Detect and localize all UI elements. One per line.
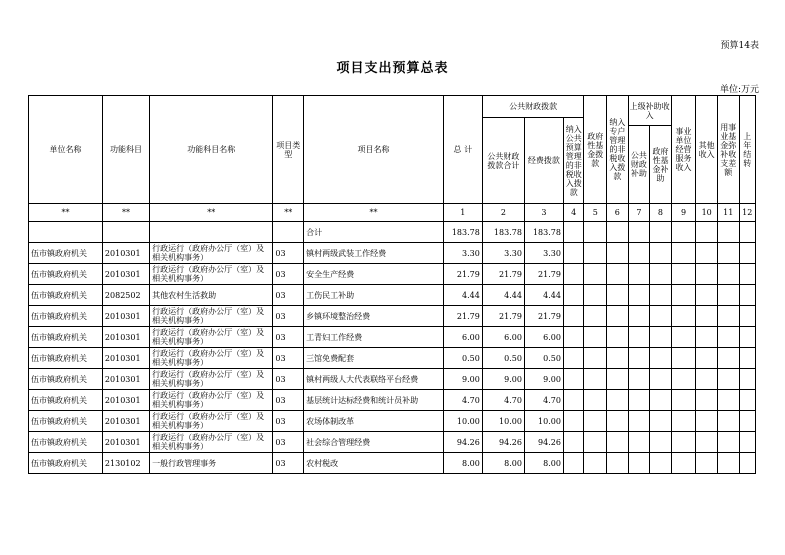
cell-project-type: 03 — [273, 348, 304, 369]
cell-public-total: 3.30 — [482, 243, 524, 264]
cell-empty — [739, 432, 756, 453]
header-total: 总 计 — [443, 96, 482, 204]
total-label: 合计 — [304, 222, 444, 243]
total-row — [29, 222, 756, 243]
cell-empty — [739, 285, 756, 306]
index-star: ** — [304, 204, 444, 222]
index-number: 9 — [671, 204, 696, 222]
cell-empty — [671, 348, 696, 369]
cell-empty — [650, 348, 672, 369]
cell-project-name: 安全生产经费 — [304, 264, 444, 285]
cell-public-total: 8.00 — [482, 453, 524, 474]
header-higher-public: 公共财政补助 — [628, 126, 650, 204]
header-higher-subsidy: 上级补助收入 — [628, 96, 671, 126]
table-row — [29, 327, 756, 348]
cell-empty — [717, 264, 739, 285]
cell-project-name: 工青妇工作经费 — [304, 327, 444, 348]
cell-empty — [671, 306, 696, 327]
cell-empty — [717, 411, 739, 432]
table-row — [29, 453, 756, 474]
cell-total: 4.70 — [443, 390, 482, 411]
index-number: 11 — [717, 204, 739, 222]
cell-public-total: 21.79 — [482, 306, 524, 327]
cell-empty — [696, 306, 718, 327]
total-value: 183.78 — [443, 222, 482, 243]
cell-empty — [607, 306, 629, 327]
cell-empty — [696, 411, 718, 432]
cell-empty — [696, 453, 718, 474]
index-number: 1 — [443, 204, 482, 222]
table-row — [29, 390, 756, 411]
cell-public-total: 9.00 — [482, 369, 524, 390]
cell-empty — [650, 411, 672, 432]
unit-label: 单位:万元 — [719, 85, 759, 95]
cell-public-total: 21.79 — [482, 264, 524, 285]
cell-func-code: 2010301 — [102, 432, 149, 453]
cell-operating: 6.00 — [524, 327, 563, 348]
cell-unit: 伍市镇政府机关 — [29, 369, 103, 390]
cell-total: 21.79 — [443, 264, 482, 285]
cell-public-total: 4.44 — [482, 285, 524, 306]
cell-empty — [671, 390, 696, 411]
cell-empty — [717, 285, 739, 306]
cell-empty — [563, 390, 584, 411]
cell-empty — [584, 411, 607, 432]
cell-public-total: 10.00 — [482, 411, 524, 432]
header-project-name: 项目名称 — [304, 96, 444, 204]
cell-func-name: 行政运行（政府办公厅（室）及相关机构事务） — [150, 306, 273, 327]
cell-unit: 伍市镇政府机关 — [29, 264, 103, 285]
cell-operating: 4.70 — [524, 390, 563, 411]
cell-func-code: 2082502 — [102, 285, 149, 306]
cell-project-type: 03 — [273, 453, 304, 474]
cell-empty — [563, 432, 584, 453]
cell-empty — [696, 432, 718, 453]
cell-empty — [696, 348, 718, 369]
cell-empty — [607, 453, 629, 474]
cell-total: 0.50 — [443, 348, 482, 369]
total-public: 183.78 — [482, 222, 524, 243]
cell-empty — [563, 285, 584, 306]
total-operating: 183.78 — [524, 222, 563, 243]
header-special-account: 纳入专户管理的非税收入拨款 — [607, 96, 629, 204]
header-gov-fund: 政府性基金拨款 — [584, 96, 607, 204]
cell-empty — [628, 264, 650, 285]
cell-func-code: 2010301 — [102, 306, 149, 327]
cell-empty — [607, 285, 629, 306]
cell-empty — [628, 243, 650, 264]
index-number: 7 — [628, 204, 650, 222]
index-star: ** — [150, 204, 273, 222]
cell-empty — [671, 432, 696, 453]
cell-public-total: 0.50 — [482, 348, 524, 369]
data-rows — [29, 243, 756, 474]
header-func-code: 功能科目 — [102, 96, 149, 204]
cell-project-type: 03 — [273, 264, 304, 285]
cell-empty — [717, 369, 739, 390]
cell-project-type: 03 — [273, 285, 304, 306]
index-star: ** — [273, 204, 304, 222]
cell-public-total: 6.00 — [482, 327, 524, 348]
cell-empty — [628, 285, 650, 306]
index-number: 5 — [584, 204, 607, 222]
cell-total: 21.79 — [443, 306, 482, 327]
cell-empty — [739, 348, 756, 369]
table-row — [29, 432, 756, 453]
index-number: 10 — [696, 204, 718, 222]
cell-total: 4.44 — [443, 285, 482, 306]
cell-empty — [696, 264, 718, 285]
cell-project-type: 03 — [273, 306, 304, 327]
cell-empty — [584, 369, 607, 390]
header-func-name: 功能科目名称 — [150, 96, 273, 204]
cell-func-name: 行政运行（政府办公厅（室）及相关机构事务） — [150, 264, 273, 285]
cell-empty — [607, 432, 629, 453]
cell-project-name: 镇村两级武装工作经费 — [304, 243, 444, 264]
cell-project-type: 03 — [273, 432, 304, 453]
cell-project-name: 农村税改 — [304, 453, 444, 474]
cell-project-name: 工伤民工补助 — [304, 285, 444, 306]
cell-unit: 伍市镇政府机关 — [29, 432, 103, 453]
cell-empty — [563, 411, 584, 432]
cell-project-name: 社会综合管理经费 — [304, 432, 444, 453]
cell-func-name: 行政运行（政府办公厅（室）及相关机构事务） — [150, 327, 273, 348]
table-row — [29, 369, 756, 390]
cell-empty — [671, 327, 696, 348]
cell-project-type: 03 — [273, 411, 304, 432]
cell-empty — [671, 264, 696, 285]
cell-operating: 9.00 — [524, 369, 563, 390]
cell-empty — [563, 453, 584, 474]
cell-func-name: 行政运行（政府办公厅（室）及相关机构事务） — [150, 243, 273, 264]
cell-project-name: 基层统计达标经费和统计员补助 — [304, 390, 444, 411]
cell-project-type: 03 — [273, 243, 304, 264]
table-row — [29, 243, 756, 264]
cell-empty — [607, 327, 629, 348]
cell-empty — [739, 243, 756, 264]
cell-operating: 21.79 — [524, 264, 563, 285]
cell-empty — [563, 369, 584, 390]
cell-func-name: 行政运行（政府办公厅（室）及相关机构事务） — [150, 348, 273, 369]
cell-empty — [717, 432, 739, 453]
cell-func-code: 2010301 — [102, 327, 149, 348]
cell-unit: 伍市镇政府机关 — [29, 453, 103, 474]
cell-project-type: 03 — [273, 390, 304, 411]
table-row — [29, 348, 756, 369]
cell-total: 6.00 — [443, 327, 482, 348]
cell-empty — [650, 327, 672, 348]
cell-empty — [739, 264, 756, 285]
cell-empty — [671, 243, 696, 264]
cell-empty — [717, 390, 739, 411]
cell-unit: 伍市镇政府机关 — [29, 285, 103, 306]
cell-project-name: 三馆免费配套 — [304, 348, 444, 369]
cell-operating: 4.44 — [524, 285, 563, 306]
table-number-label: 预算14表 — [720, 41, 759, 51]
index-number: 8 — [650, 204, 672, 222]
cell-empty — [584, 453, 607, 474]
cell-empty — [628, 369, 650, 390]
cell-operating: 3.30 — [524, 243, 563, 264]
cell-empty — [584, 264, 607, 285]
cell-empty — [717, 327, 739, 348]
cell-empty — [607, 411, 629, 432]
header-other-income: 其他收入 — [696, 96, 718, 204]
cell-func-name: 行政运行（政府办公厅（室）及相关机构事务） — [150, 390, 273, 411]
cell-func-name: 其他农村生活救助 — [150, 285, 273, 306]
index-number: 6 — [607, 204, 629, 222]
cell-empty — [650, 369, 672, 390]
cell-unit: 伍市镇政府机关 — [29, 348, 103, 369]
cell-empty — [739, 306, 756, 327]
cell-empty — [696, 243, 718, 264]
cell-empty — [628, 327, 650, 348]
header-unit-name: 单位名称 — [29, 96, 103, 204]
header-operation-income: 事业单位经营服务收入 — [671, 96, 696, 204]
cell-func-code: 2010301 — [102, 243, 149, 264]
cell-empty — [696, 369, 718, 390]
index-star: ** — [102, 204, 149, 222]
cell-empty — [563, 243, 584, 264]
cell-empty — [607, 264, 629, 285]
cell-empty — [607, 369, 629, 390]
cell-empty — [739, 411, 756, 432]
cell-empty — [584, 390, 607, 411]
cell-empty — [584, 306, 607, 327]
cell-empty — [650, 264, 672, 285]
cell-empty — [650, 306, 672, 327]
index-number: 4 — [563, 204, 584, 222]
cell-empty — [650, 432, 672, 453]
cell-empty — [584, 327, 607, 348]
cell-unit: 伍市镇政府机关 — [29, 390, 103, 411]
header-reserve-fund: 用事业基金弥补收支差额 — [717, 96, 739, 204]
cell-project-name: 农场体制改革 — [304, 411, 444, 432]
table-row — [29, 285, 756, 306]
table-row — [29, 264, 756, 285]
index-number: 12 — [739, 204, 756, 222]
cell-operating: 10.00 — [524, 411, 563, 432]
cell-empty — [717, 348, 739, 369]
table-row — [29, 411, 756, 432]
cell-empty — [671, 453, 696, 474]
cell-operating: 21.79 — [524, 306, 563, 327]
cell-empty — [584, 285, 607, 306]
cell-project-name: 镇村两级人大代表联络平台经费 — [304, 369, 444, 390]
index-number: 3 — [524, 204, 563, 222]
cell-func-code: 2010301 — [102, 390, 149, 411]
cell-func-code: 2010301 — [102, 264, 149, 285]
cell-func-code: 2130102 — [102, 453, 149, 474]
cell-func-name: 行政运行（政府办公厅（室）及相关机构事务） — [150, 411, 273, 432]
header-higher-gov-fund: 政府性基金补助 — [650, 126, 672, 204]
cell-total: 8.00 — [443, 453, 482, 474]
header-last-year: 上年结转 — [739, 96, 756, 204]
cell-public-total: 94.26 — [482, 432, 524, 453]
header-public-total: 公共财政拨款合计 — [482, 118, 524, 204]
cell-empty — [628, 432, 650, 453]
cell-empty — [650, 285, 672, 306]
cell-empty — [671, 285, 696, 306]
cell-total: 9.00 — [443, 369, 482, 390]
cell-empty — [650, 390, 672, 411]
cell-operating: 8.00 — [524, 453, 563, 474]
table-row — [29, 306, 756, 327]
cell-empty — [717, 243, 739, 264]
cell-empty — [628, 453, 650, 474]
cell-empty — [563, 264, 584, 285]
header-operating: 经费拨款 — [524, 118, 563, 204]
cell-empty — [696, 327, 718, 348]
project-expenditure-table — [28, 95, 756, 474]
cell-unit: 伍市镇政府机关 — [29, 411, 103, 432]
cell-total: 3.30 — [443, 243, 482, 264]
header-budget-mgmt: 纳入公共预算管理的非税收入拨款 — [563, 118, 584, 204]
index-row — [29, 204, 756, 222]
cell-func-name: 一般行政管理事务 — [150, 453, 273, 474]
cell-empty — [739, 327, 756, 348]
cell-empty — [671, 411, 696, 432]
cell-empty — [696, 390, 718, 411]
cell-empty — [739, 369, 756, 390]
cell-empty — [584, 348, 607, 369]
cell-operating: 0.50 — [524, 348, 563, 369]
cell-func-code: 2010301 — [102, 348, 149, 369]
cell-total: 10.00 — [443, 411, 482, 432]
cell-func-name: 行政运行（政府办公厅（室）及相关机构事务） — [150, 369, 273, 390]
cell-unit: 伍市镇政府机关 — [29, 306, 103, 327]
header-project-type: 项目类型 — [273, 96, 304, 204]
cell-func-code: 2010301 — [102, 411, 149, 432]
cell-project-type: 03 — [273, 327, 304, 348]
cell-empty — [628, 348, 650, 369]
cell-public-total: 4.70 — [482, 390, 524, 411]
cell-total: 94.26 — [443, 432, 482, 453]
cell-empty — [739, 453, 756, 474]
cell-empty — [739, 390, 756, 411]
cell-empty — [650, 453, 672, 474]
cell-empty — [563, 306, 584, 327]
cell-unit: 伍市镇政府机关 — [29, 243, 103, 264]
cell-empty — [717, 306, 739, 327]
cell-empty — [628, 306, 650, 327]
cell-empty — [628, 390, 650, 411]
cell-empty — [628, 411, 650, 432]
page-title: 项目支出预算总表 — [336, 61, 449, 76]
cell-operating: 94.26 — [524, 432, 563, 453]
cell-func-name: 行政运行（政府办公厅（室）及相关机构事务） — [150, 432, 273, 453]
cell-project-type: 03 — [273, 369, 304, 390]
cell-empty — [671, 369, 696, 390]
cell-empty — [607, 390, 629, 411]
cell-unit: 伍市镇政府机关 — [29, 327, 103, 348]
cell-empty — [607, 243, 629, 264]
cell-func-code: 2010301 — [102, 369, 149, 390]
cell-empty — [717, 453, 739, 474]
cell-empty — [563, 348, 584, 369]
cell-empty — [563, 327, 584, 348]
index-number: 2 — [482, 204, 524, 222]
index-star: ** — [29, 204, 103, 222]
cell-empty — [584, 243, 607, 264]
cell-empty — [650, 243, 672, 264]
cell-empty — [607, 348, 629, 369]
cell-project-name: 乡镇环境整治经费 — [304, 306, 444, 327]
cell-empty — [584, 432, 607, 453]
cell-empty — [696, 285, 718, 306]
header-public-finance: 公共财政拨款 — [482, 96, 584, 118]
